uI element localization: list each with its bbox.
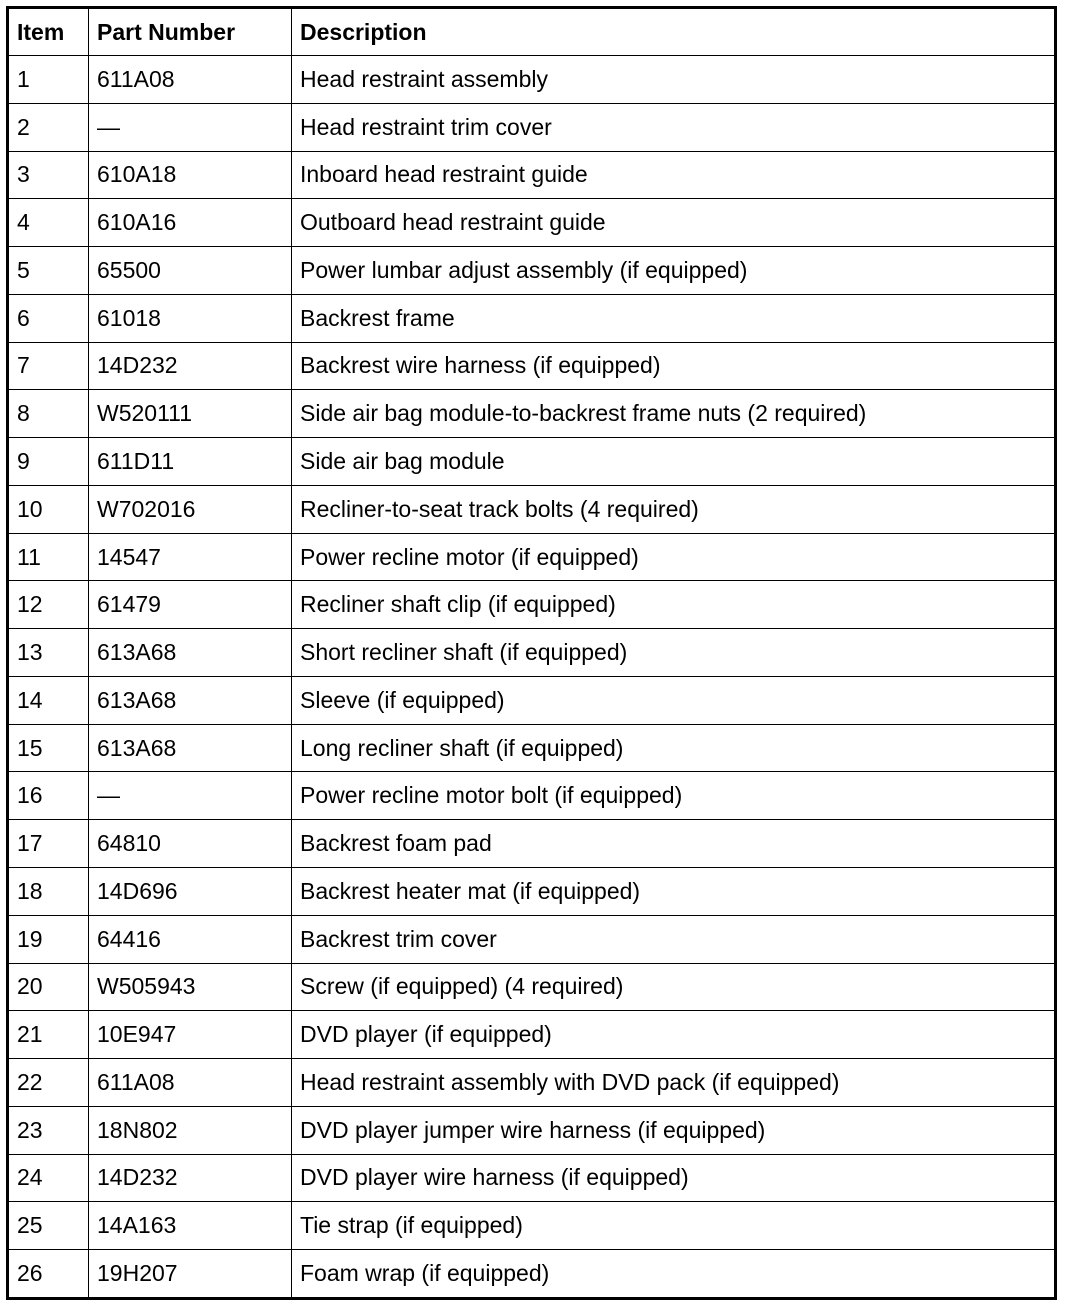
description-cell: Head restraint trim cover xyxy=(292,103,1056,151)
description-cell: Head restraint assembly with DVD pack (if equipped) xyxy=(292,1059,1056,1107)
part-number-cell: 610A16 xyxy=(89,199,292,247)
table-row xyxy=(8,676,1056,724)
description-cell: DVD player wire harness (if equipped) xyxy=(292,1154,1056,1202)
item-number-cell: 14 xyxy=(8,676,89,724)
table-row xyxy=(8,1059,1056,1107)
part-number-cell: 613A68 xyxy=(89,629,292,677)
item-number-cell: 12 xyxy=(8,581,89,629)
description-cell: Recliner-to-seat track bolts (4 required) xyxy=(292,485,1056,533)
table-row xyxy=(8,581,1056,629)
table-row xyxy=(8,390,1056,438)
table-row xyxy=(8,963,1056,1011)
part-number-cell: 61018 xyxy=(89,294,292,342)
description-cell: DVD player jumper wire harness (if equipped) xyxy=(292,1106,1056,1154)
description-cell: Screw (if equipped) (4 required) xyxy=(292,963,1056,1011)
table-row xyxy=(8,1250,1056,1299)
item-number-cell: 4 xyxy=(8,199,89,247)
item-number-cell: 23 xyxy=(8,1106,89,1154)
part-number-cell: 14547 xyxy=(89,533,292,581)
table-row xyxy=(8,724,1056,772)
item-number-cell: 2 xyxy=(8,103,89,151)
description-cell: Backrest foam pad xyxy=(292,820,1056,868)
table-row xyxy=(8,199,1056,247)
description-cell: Backrest heater mat (if equipped) xyxy=(292,868,1056,916)
description-cell: Backrest wire harness (if equipped) xyxy=(292,342,1056,390)
part-number-cell: 65500 xyxy=(89,247,292,295)
description-cell: Long recliner shaft (if equipped) xyxy=(292,724,1056,772)
table-row xyxy=(8,342,1056,390)
part-number-cell: 611A08 xyxy=(89,56,292,104)
description-cell: Sleeve (if equipped) xyxy=(292,676,1056,724)
part-number-cell: 14D232 xyxy=(89,1154,292,1202)
description-cell: Power recline motor bolt (if equipped) xyxy=(292,772,1056,820)
description-cell: Power lumbar adjust assembly (if equipped) xyxy=(292,247,1056,295)
description-cell: Foam wrap (if equipped) xyxy=(292,1250,1056,1299)
part-number-cell: 611A08 xyxy=(89,1059,292,1107)
table-row xyxy=(8,772,1056,820)
table-body xyxy=(8,56,1056,1299)
table-row xyxy=(8,915,1056,963)
table-row xyxy=(8,820,1056,868)
item-number-cell: 26 xyxy=(8,1250,89,1299)
part-number-cell: 19H207 xyxy=(89,1250,292,1299)
part-number-cell: 61479 xyxy=(89,581,292,629)
part-number-cell: — xyxy=(89,772,292,820)
item-number-cell: 1 xyxy=(8,56,89,104)
item-number-cell: 15 xyxy=(8,724,89,772)
table-row xyxy=(8,438,1056,486)
table-row xyxy=(8,1202,1056,1250)
part-number-cell: 14D696 xyxy=(89,868,292,916)
item-number-cell: 11 xyxy=(8,533,89,581)
description-cell: Inboard head restraint guide xyxy=(292,151,1056,199)
item-number-cell: 20 xyxy=(8,963,89,1011)
item-number-cell: 13 xyxy=(8,629,89,677)
table-row xyxy=(8,56,1056,104)
part-number-cell: 611D11 xyxy=(89,438,292,486)
table-row xyxy=(8,1106,1056,1154)
part-number-cell: 10E947 xyxy=(89,1011,292,1059)
table-row xyxy=(8,294,1056,342)
description-cell: Side air bag module-to-backrest frame nuts (2 required) xyxy=(292,390,1056,438)
table-row xyxy=(8,1154,1056,1202)
item-number-cell: 18 xyxy=(8,868,89,916)
item-number-cell: 10 xyxy=(8,485,89,533)
part-number-cell: W702016 xyxy=(89,485,292,533)
part-number-cell: W520111 xyxy=(89,390,292,438)
column-header-item: Item xyxy=(8,8,89,56)
item-number-cell: 7 xyxy=(8,342,89,390)
item-number-cell: 17 xyxy=(8,820,89,868)
item-number-cell: 16 xyxy=(8,772,89,820)
item-number-cell: 3 xyxy=(8,151,89,199)
item-number-cell: 5 xyxy=(8,247,89,295)
table-header-row xyxy=(8,8,1056,56)
description-cell: Head restraint assembly xyxy=(292,56,1056,104)
part-number-cell: 14A163 xyxy=(89,1202,292,1250)
column-header-description: Description xyxy=(292,8,1056,56)
item-number-cell: 6 xyxy=(8,294,89,342)
part-number-cell: W505943 xyxy=(89,963,292,1011)
table-row xyxy=(8,868,1056,916)
table-row xyxy=(8,485,1056,533)
table-row xyxy=(8,103,1056,151)
column-header-part-number: Part Number xyxy=(89,8,292,56)
table-row xyxy=(8,151,1056,199)
table-row xyxy=(8,629,1056,677)
item-number-cell: 19 xyxy=(8,915,89,963)
table-row xyxy=(8,1011,1056,1059)
item-number-cell: 21 xyxy=(8,1011,89,1059)
parts-table xyxy=(6,6,1057,1300)
part-number-cell: — xyxy=(89,103,292,151)
item-number-cell: 8 xyxy=(8,390,89,438)
item-number-cell: 25 xyxy=(8,1202,89,1250)
item-number-cell: 22 xyxy=(8,1059,89,1107)
description-cell: Outboard head restraint guide xyxy=(292,199,1056,247)
part-number-cell: 64810 xyxy=(89,820,292,868)
part-number-cell: 613A68 xyxy=(89,724,292,772)
description-cell: Short recliner shaft (if equipped) xyxy=(292,629,1056,677)
description-cell: Recliner shaft clip (if equipped) xyxy=(292,581,1056,629)
description-cell: Backrest frame xyxy=(292,294,1056,342)
description-cell: Backrest trim cover xyxy=(292,915,1056,963)
part-number-cell: 64416 xyxy=(89,915,292,963)
description-cell: Tie strap (if equipped) xyxy=(292,1202,1056,1250)
item-number-cell: 9 xyxy=(8,438,89,486)
item-number-cell: 24 xyxy=(8,1154,89,1202)
description-cell: Power recline motor (if equipped) xyxy=(292,533,1056,581)
part-number-cell: 610A18 xyxy=(89,151,292,199)
part-number-cell: 18N802 xyxy=(89,1106,292,1154)
table-row xyxy=(8,247,1056,295)
part-number-cell: 613A68 xyxy=(89,676,292,724)
part-number-cell: 14D232 xyxy=(89,342,292,390)
table-row xyxy=(8,533,1056,581)
description-cell: DVD player (if equipped) xyxy=(292,1011,1056,1059)
description-cell: Side air bag module xyxy=(292,438,1056,486)
